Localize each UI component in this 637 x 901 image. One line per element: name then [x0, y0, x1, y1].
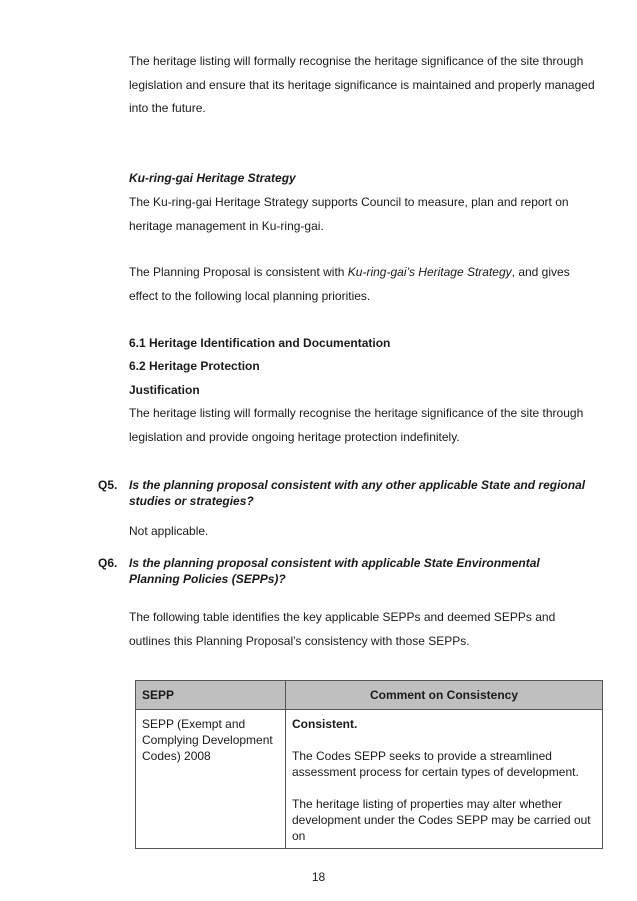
consistency-status: Consistent. [292, 717, 358, 731]
q6-answer: The following table identifies the key applicable SEPPs and deemed SEPPs and outlines this Planning Proposal’s consistency with those SEPPs. [129, 610, 556, 648]
consistency-text-start: The Planning Proposal is consistent with [129, 265, 348, 279]
q5-question: Is the planning proposal consistent with any other applicable State and regional studies or strategies? [129, 478, 586, 508]
comment-paragraph-2: The heritage listing of properties may alter whether development under the Codes SEPP may be carried out on [292, 797, 591, 843]
intro-paragraph: The heritage listing will formally recognise the heritage significance of the site through legislation and ensure that its heritage significance is maintained and properly managed into the future. [129, 54, 595, 115]
table-row [136, 710, 603, 849]
consistency-paragraph [129, 261, 599, 308]
priority-6-1: 6.1 Heritage Identification and Documentation [129, 336, 391, 350]
comment-paragraph-1: The Codes SEPP seeks to provide a streamlined assessment process for certain types of development. [292, 749, 579, 779]
q6-question: Is the planning proposal consistent with applicable State Environmental Planning Policies (SEPPs)? [129, 556, 540, 586]
q5-answer: Not applicable. [129, 524, 209, 538]
justification-paragraph: The heritage listing will formally recognise the heritage significance of the site through legislation and provide ongoing heritage protection indefinitely. [129, 406, 584, 444]
page-number: 18 [311, 870, 326, 884]
priority-6-2: 6.2 Heritage Protection [129, 359, 260, 373]
table-cell-comment [286, 710, 603, 849]
table-header-row [136, 681, 603, 710]
q6-number: Q6. [98, 556, 118, 570]
strategy-paragraph: The Ku-ring-gai Heritage Strategy supports Council to measure, plan and report on heritage management in Ku-ring-gai. [129, 195, 569, 233]
justification-heading: Justification [129, 383, 200, 397]
q5-number: Q5. [98, 478, 118, 492]
consistency-text-end: , and gives effect to the following local planning priorities. [129, 265, 570, 303]
table-header-comment: Comment on Consistency [286, 681, 603, 710]
table-cell-sepp: SEPP (Exempt and Complying Development Codes) 2008 [136, 710, 286, 849]
sepp-consistency-table [135, 680, 603, 849]
table-header-sepp: SEPP [136, 681, 286, 710]
strategy-reference: Ku-ring-gai’s Heritage Strategy [347, 265, 512, 279]
strategy-heading: Ku-ring-gai Heritage Strategy [129, 171, 296, 185]
